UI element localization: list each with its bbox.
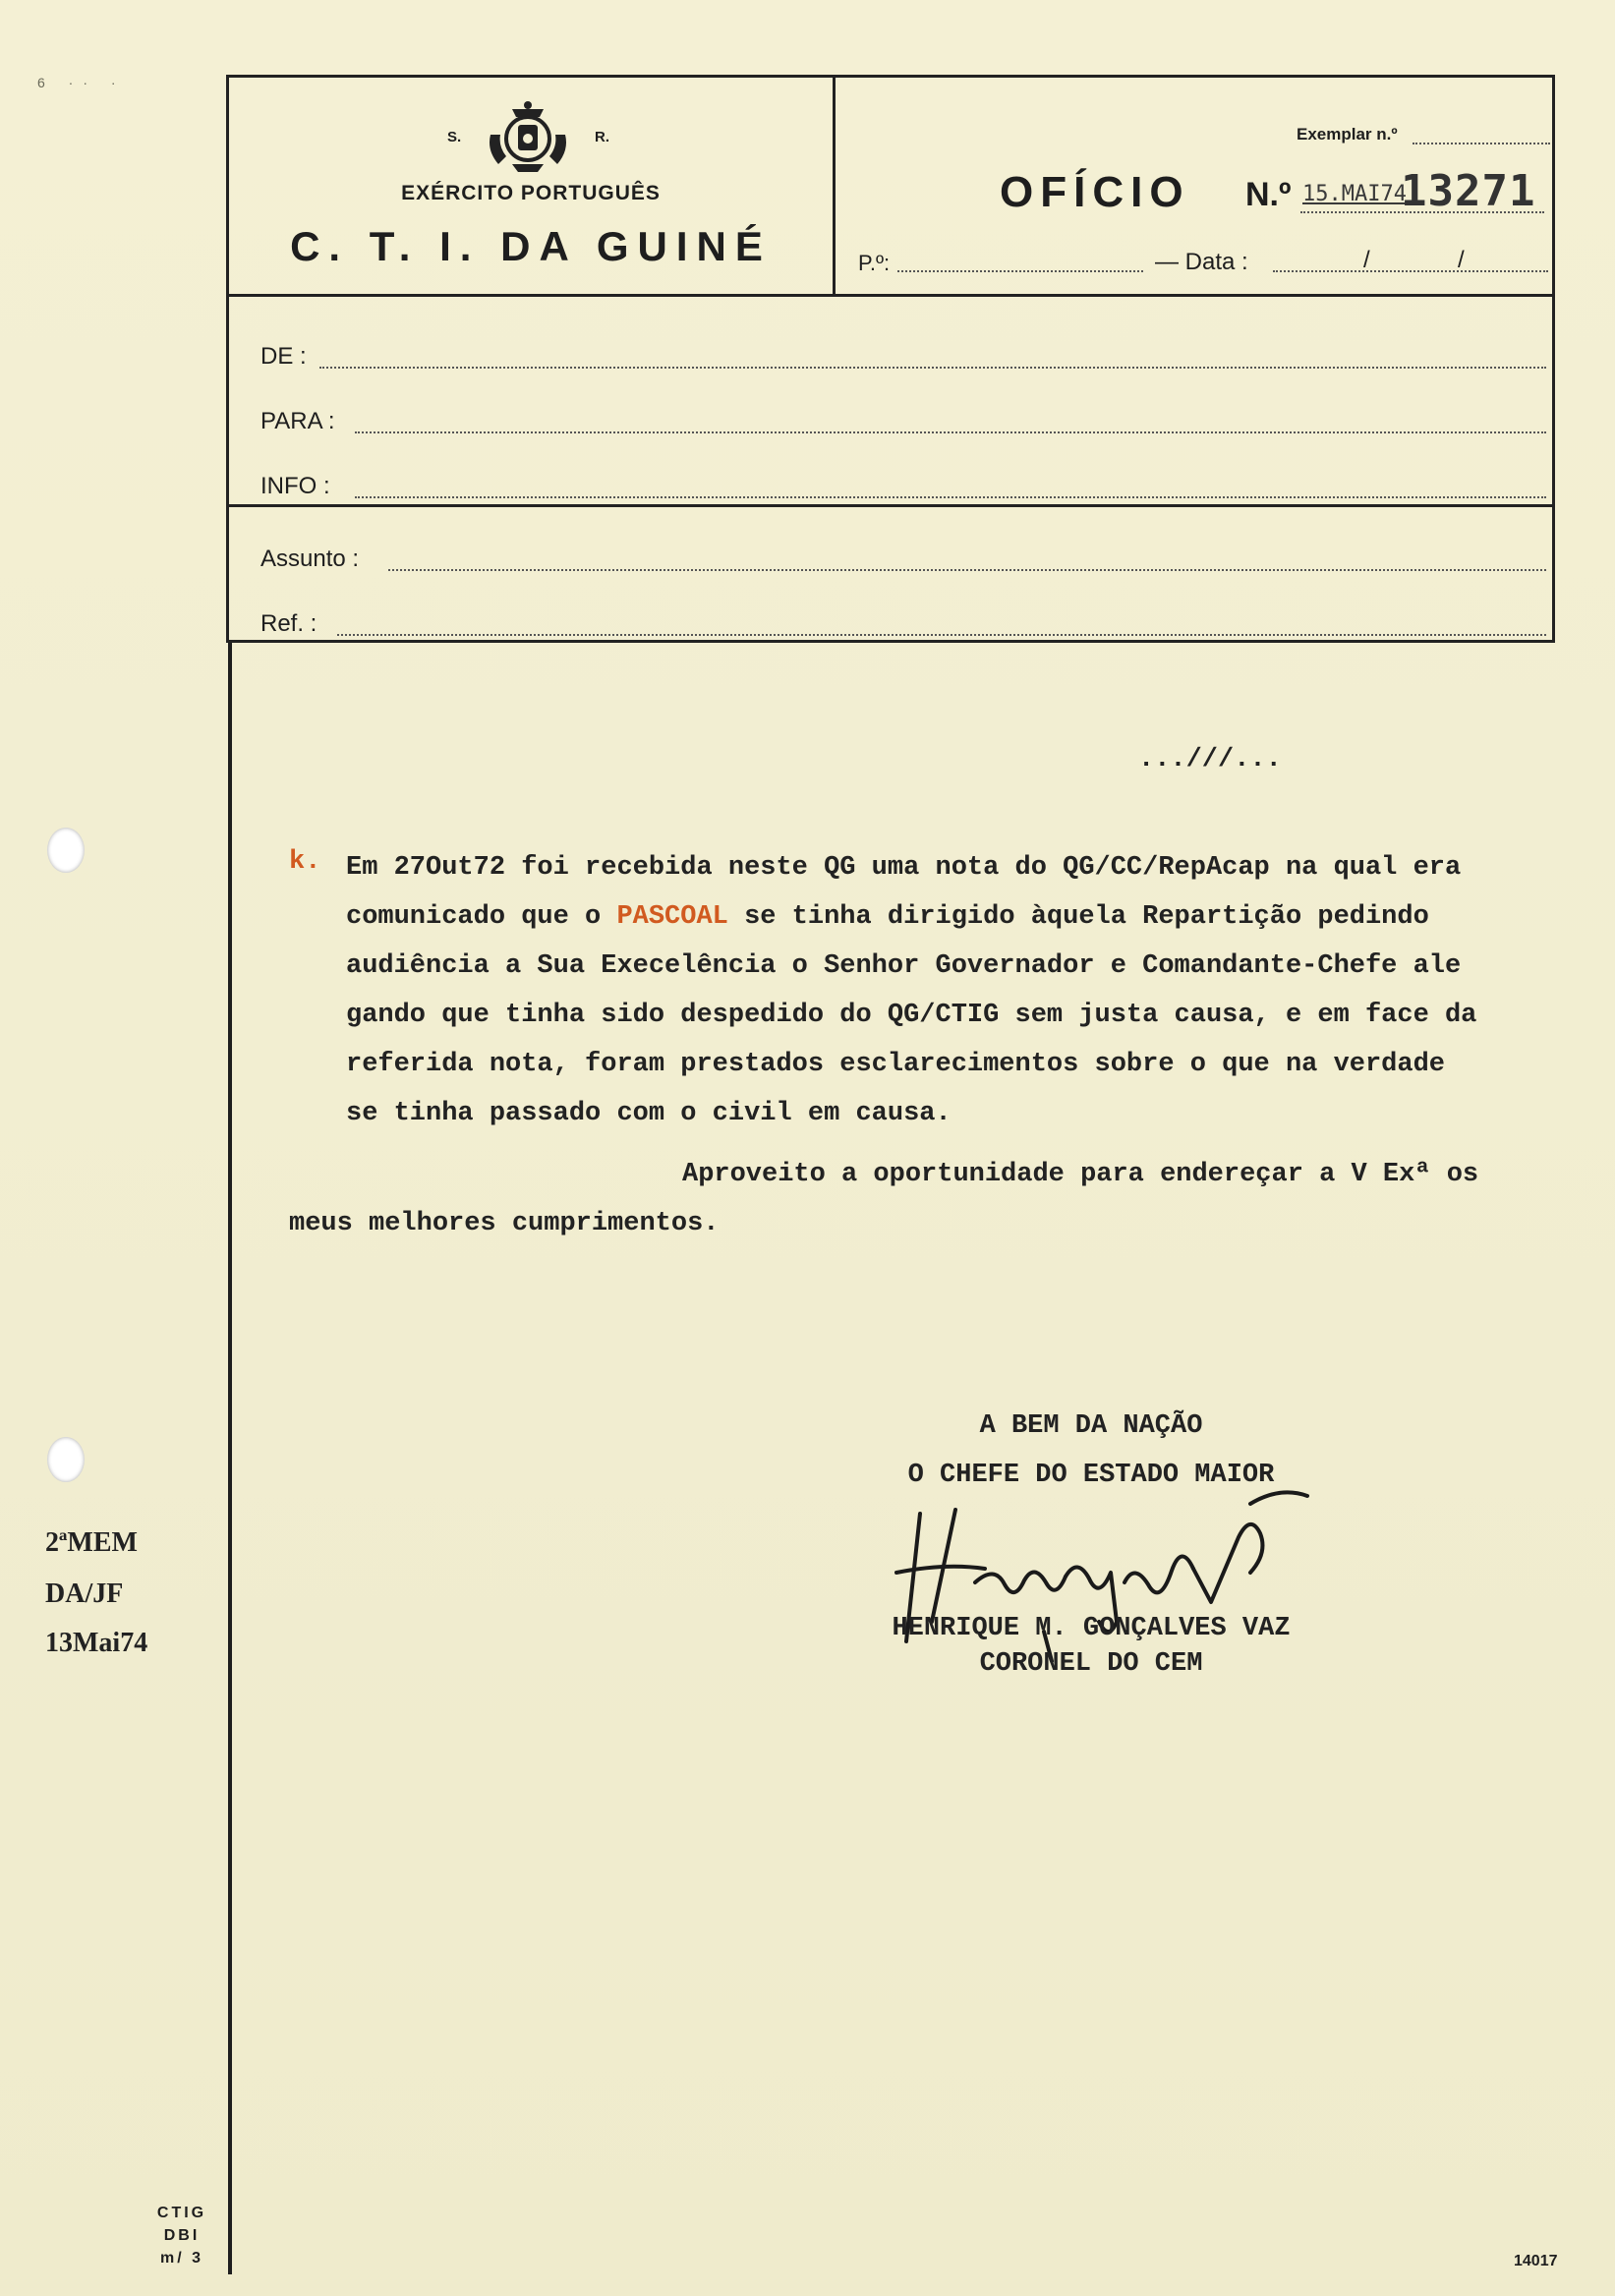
- date-label: — Data :: [1155, 249, 1248, 275]
- paragraph-line: referida nota, foram prestados esclarecimentos sobre o que na verdade: [346, 1050, 1445, 1079]
- po-label: P.º:: [858, 251, 891, 275]
- date-separator: /: [1458, 247, 1465, 273]
- field-blank: [388, 569, 1546, 571]
- issuer-cell: [229, 78, 836, 294]
- closing-line: Aproveito a oportunidade para endereçar a V Exª os: [682, 1160, 1479, 1189]
- print-number: 14017: [1514, 2253, 1558, 2269]
- paragraph-line: audiência a Sua Execelência o Senhor Governador e Comandante-Chefe ale: [346, 951, 1462, 981]
- unit-name: C. T. I. DA GUINÉ: [290, 223, 772, 269]
- letterhead-top-row: [229, 78, 1552, 297]
- paragraph-line: [346, 892, 1614, 942]
- sr-right-text: R.: [595, 129, 609, 145]
- field-label: Ref. :: [260, 610, 317, 637]
- exemplar-blank: [1413, 143, 1550, 144]
- punch-hole: [47, 1437, 85, 1482]
- document-id-cell: [833, 78, 1552, 294]
- field-blank: [319, 367, 1546, 369]
- signatory-rank: CORONEL DO CEM: [979, 1649, 1203, 1679]
- army-name: EXÉRCITO PORTUGUÊS: [401, 182, 661, 204]
- signatory-role: O CHEFE DO ESTADO MAIOR: [907, 1461, 1275, 1490]
- document-type: OFÍCIO: [1000, 168, 1190, 216]
- field-blank: [355, 496, 1546, 498]
- letterhead-frame: [226, 75, 1555, 643]
- date-blank: [1273, 270, 1548, 272]
- field-blank: [355, 431, 1546, 433]
- signatory-name: HENRIQUE M. GONÇALVES VAZ: [892, 1614, 1291, 1643]
- punch-hole: [47, 828, 85, 873]
- paragraph-text: se tinha dirigido àquela Repartição pedindo: [727, 902, 1429, 932]
- exemplar-label: Exemplar n.º: [1297, 125, 1398, 144]
- margin-rule: [228, 643, 232, 2274]
- paragraph-line: gando que tinha sido despedido do QG/CTIG sem justa causa, e em face da: [346, 1001, 1477, 1030]
- closing-line: meus melhores cumprimentos.: [289, 1209, 720, 1238]
- side-reference-line: DA/JF: [45, 1578, 124, 1609]
- paragraph-line: se tinha passado com o civil em causa.: [346, 1099, 952, 1128]
- field-label: DE :: [260, 343, 307, 370]
- side-reference-line: 2ªMEM: [45, 1527, 138, 1558]
- motto: A BEM DA NAÇÃO: [979, 1411, 1203, 1441]
- date-stamp: 15.MAI74: [1302, 182, 1407, 206]
- date-separator: /: [1363, 247, 1370, 273]
- portuguese-coat-of-arms-icon: [483, 95, 573, 176]
- form-reference-line: DBI: [163, 2227, 201, 2244]
- number-label: N.º: [1245, 176, 1292, 213]
- field-blank: [337, 634, 1546, 636]
- form-reference-line: CTIG: [156, 2205, 207, 2221]
- paragraph-text: comunicado que o: [346, 902, 617, 932]
- field-separator: [229, 504, 1552, 507]
- corner-mark: 6 ·· ·: [37, 75, 126, 90]
- field-label: Assunto :: [260, 545, 360, 572]
- form-reference-line: m/ 3: [159, 2250, 203, 2267]
- section-divider: ...///...: [1138, 745, 1282, 775]
- item-marker: k.: [289, 847, 321, 877]
- field-label: PARA :: [260, 408, 335, 434]
- form-reference: [147, 2202, 216, 2269]
- highlighted-name: PASCOAL: [616, 902, 728, 932]
- field-label: INFO :: [260, 473, 330, 499]
- paragraph-line: Em 27Out72 foi recebida neste QG uma nota do QG/CC/RepAcap na qual era: [346, 853, 1462, 883]
- document-number: 13271: [1401, 166, 1536, 216]
- sr-left-text: S.: [447, 129, 462, 145]
- side-reference-line: 13Mai74: [45, 1628, 148, 1658]
- po-blank: [897, 270, 1143, 272]
- body-paragraph: [346, 843, 1614, 1138]
